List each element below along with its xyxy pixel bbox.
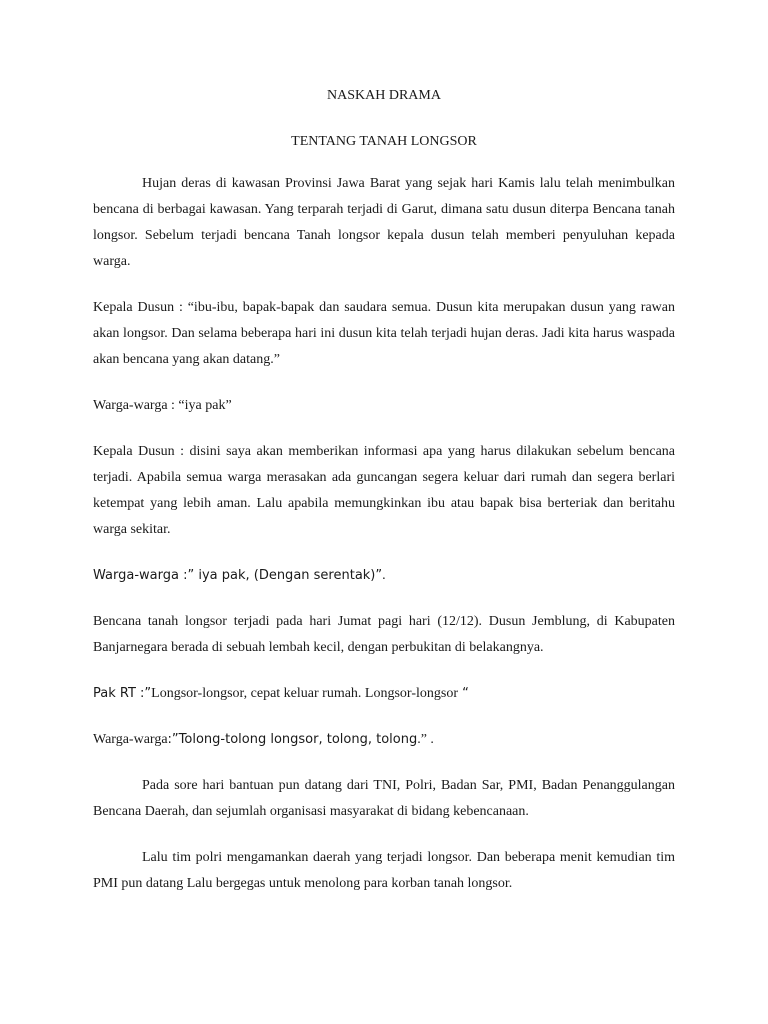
paragraph-intro-part-1: Hujan deras di kawasan Provinsi Jawa Barat yang sejak hari Kamis lalu telah menimbulkan bencana di berbagai kawasan. Yang terparah terjadi di Garut, dimana satu dusun diterpa: [93, 176, 675, 217]
document-subtitle: TENTANG TANAH LONGSOR: [291, 134, 477, 149]
dialogue-warga-2: [93, 563, 675, 589]
dialogue-warga-2-text: Warga-warga :” iya pak, (Dengan serentak)”: [93, 568, 383, 583]
dialogue-pak-rt-text: Longsor-longsor, cepat keluar rumah. Longsor-longsor: [151, 686, 458, 701]
dialogue-pak-rt: [93, 681, 675, 707]
dialogue-pak-rt-close: “: [457, 686, 469, 701]
paragraph-intro-part-2: Bencana tanah longsor. Sebelum terjadi bencana Tanah longsor kepala dusun telah memberi penyuluhan kepada warga.: [93, 202, 675, 269]
dialogue-warga-3-speaker: Warga-warga: [93, 732, 168, 747]
dialogue-kepala-dusun-2: Kepala Dusun : disini saya akan memberikan informasi apa yang harus dilakukan sebelum bencana terjadi. Apabila semua warga merasakan ada guncangan segera keluar dari rumah dan segera berlari ketempat yang lebih aman. Lalu apabila memungkinkan ibu atau bapak bisa berteriak dan beritahu warga sekitar.: [93, 444, 675, 537]
narration-help-arrives: Pada sore hari bantuan pun datang dari TNI, Polri, Badan Sar, PMI, Badan Penanggulangan Bencana Daerah, dan sejumlah organisasi masyarakat di bidang kebencanaan.: [93, 778, 675, 819]
document-body: [93, 87, 675, 917]
document-title: NASKAH DRAMA: [327, 88, 441, 103]
dialogue-warga-3: [93, 727, 675, 753]
dialogue-warga-2-period: .: [382, 568, 386, 583]
paragraph-intro: [93, 171, 675, 275]
dialogue-kepala-dusun-1: Kepala Dusun : “ibu-ibu, bapak-bapak dan saudara semua. Dusun kita merupakan dusun yang rawan akan longsor. Dan selama beberapa hari ini dusun kita telah terjadi hujan deras. Jadi kita harus waspada akan bencana yang akan datang.”: [93, 300, 675, 367]
dialogue-pak-rt-speaker: Pak RT :”: [93, 686, 152, 701]
dialogue-warga-3-text: :”Tolong-tolong longsor, tolong, tolong: [167, 732, 418, 747]
narration-landslide: Bencana tanah longsor terjadi pada hari Jumat pagi hari (12/12). Dusun Jemblung, di Kabupaten Banjarnegara berada di sebuah lembah kecil, dengan perbukitan di belakangnya.: [93, 614, 675, 655]
dialogue-warga-3-close: .” .: [417, 732, 434, 747]
narration-rescue: Lalu tim polri mengamankan daerah yang terjadi longsor. Dan beberapa menit kemudian tim PMI pun datang Lalu bergegas untuk menolong para korban tanah longsor.: [93, 850, 675, 891]
dialogue-warga-1: Warga-warga : “iya pak”: [93, 398, 232, 413]
